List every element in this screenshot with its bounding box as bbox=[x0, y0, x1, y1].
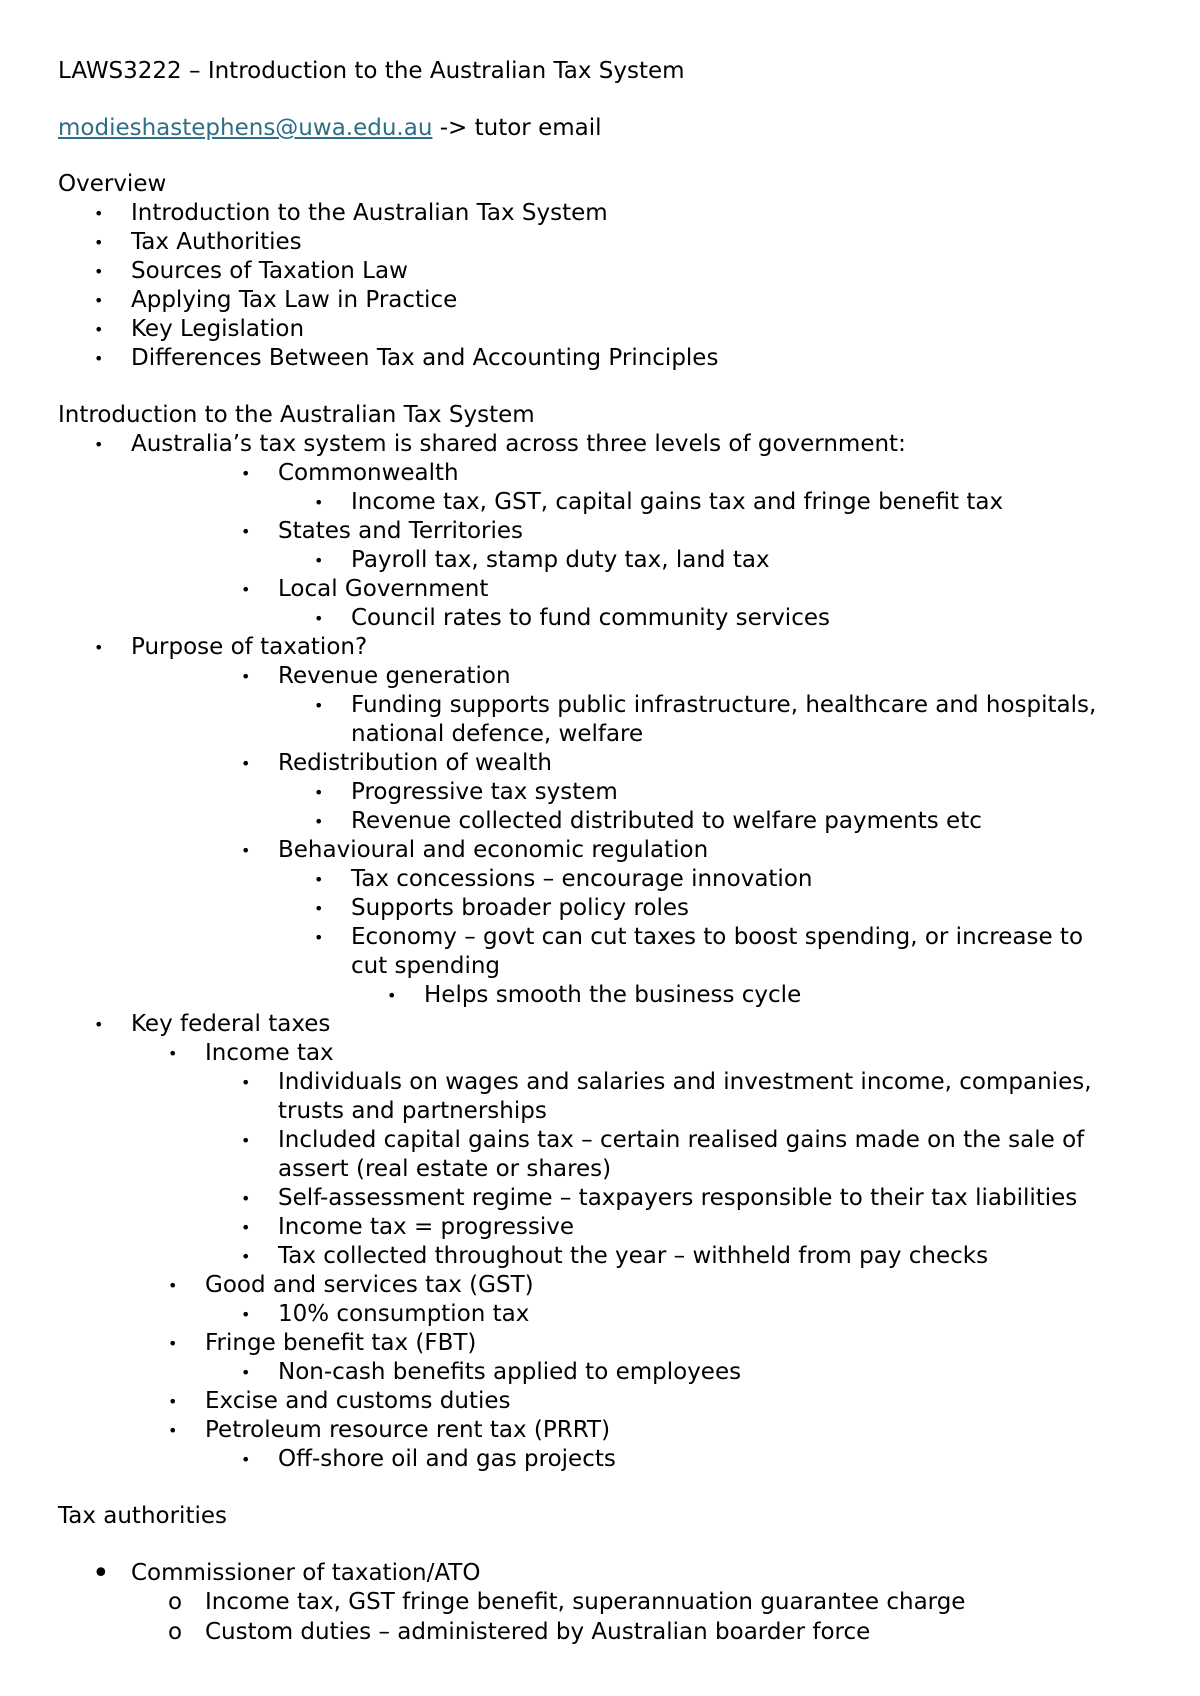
bullet-icon: • bbox=[314, 899, 324, 918]
redistribution-item: Revenue collected distributed to welfare payments etc bbox=[351, 808, 982, 834]
fbt-detail: Non-cash benefits applied to employees bbox=[278, 1359, 742, 1385]
overview-item: Key Legislation bbox=[131, 316, 305, 342]
level-detail: Council rates to fund community services bbox=[351, 605, 830, 631]
bullet-icon: • bbox=[314, 928, 324, 947]
bullet-icon: • bbox=[168, 1276, 178, 1295]
bullet-icon: • bbox=[241, 1450, 251, 1469]
economy-sub: Helps smooth the business cycle bbox=[424, 982, 802, 1008]
prrt-detail: Off-shore oil and gas projects bbox=[278, 1446, 616, 1472]
bullet-icon: • bbox=[94, 204, 104, 223]
document-title: LAWS3222 – Introduction to the Australian Tax System bbox=[58, 58, 685, 84]
bullet-icon: • bbox=[94, 349, 104, 368]
bullet-icon: • bbox=[241, 1363, 251, 1382]
behavioural-item: Supports broader policy roles bbox=[351, 895, 690, 921]
authority-sub-item: Custom duties – administered by Australian boarder force bbox=[205, 1619, 871, 1645]
bullet-icon: • bbox=[241, 841, 251, 860]
tutor-email-link[interactable]: modieshastephens@uwa.edu.au bbox=[58, 115, 433, 141]
purpose-label: Purpose of taxation? bbox=[131, 634, 368, 660]
tutor-email-note: -> tutor email bbox=[432, 115, 602, 141]
bullet-icon: • bbox=[94, 638, 104, 657]
bullet-icon: • bbox=[94, 291, 104, 310]
filled-bullet-icon: • bbox=[92, 1556, 110, 1591]
economy-line2: cut spending bbox=[351, 953, 501, 979]
bullet-icon: • bbox=[241, 1073, 251, 1092]
overview-item: Sources of Taxation Law bbox=[131, 258, 408, 284]
level-detail: Payroll tax, stamp duty tax, land tax bbox=[351, 547, 770, 573]
level-label: Local Government bbox=[278, 576, 489, 602]
bullet-icon: • bbox=[314, 551, 324, 570]
purpose-redistribution: Redistribution of wealth bbox=[278, 750, 553, 776]
level-label: Commonwealth bbox=[278, 460, 459, 486]
income-item1-line2: trusts and partnerships bbox=[278, 1098, 547, 1124]
bullet-icon: • bbox=[241, 580, 251, 599]
level-label: States and Territories bbox=[278, 518, 524, 544]
redistribution-item: Progressive tax system bbox=[351, 779, 618, 805]
bullet-icon: • bbox=[241, 1305, 251, 1324]
bullet-icon: • bbox=[168, 1392, 178, 1411]
level-detail: Income tax, GST, capital gains tax and fringe benefit tax bbox=[351, 489, 1004, 515]
bullet-icon: • bbox=[314, 696, 324, 715]
bullet-icon: • bbox=[94, 1015, 104, 1034]
authorities-heading: Tax authorities bbox=[58, 1503, 227, 1529]
income-item2-line1: Included capital gains tax – certain realised gains made on the sale of bbox=[278, 1127, 1085, 1153]
fbt-label: Fringe benefit tax (FBT) bbox=[205, 1330, 477, 1356]
bullet-icon: • bbox=[168, 1421, 178, 1440]
hollow-bullet-icon: o bbox=[168, 1589, 183, 1615]
bullet-icon: • bbox=[314, 609, 324, 628]
bullet-icon: • bbox=[168, 1334, 178, 1353]
bullet-icon: • bbox=[241, 1131, 251, 1150]
behavioural-item: Tax concessions – encourage innovation bbox=[351, 866, 813, 892]
overview-item: Applying Tax Law in Practice bbox=[131, 287, 458, 313]
intro-heading: Introduction to the Australian Tax System bbox=[58, 402, 535, 428]
bullet-icon: • bbox=[314, 783, 324, 802]
bullet-icon: • bbox=[94, 320, 104, 339]
contact-line bbox=[58, 114, 602, 143]
bullet-icon: • bbox=[241, 522, 251, 541]
excise-label: Excise and customs duties bbox=[205, 1388, 511, 1414]
hollow-bullet-icon: o bbox=[168, 1619, 183, 1645]
bullet-icon: • bbox=[241, 667, 251, 686]
overview-item: Tax Authorities bbox=[131, 229, 302, 255]
bullet-icon: • bbox=[94, 233, 104, 252]
overview-item: Introduction to the Australian Tax System bbox=[131, 200, 608, 226]
bullet-icon: • bbox=[241, 1247, 251, 1266]
purpose-revenue: Revenue generation bbox=[278, 663, 511, 689]
bullet-icon: • bbox=[94, 262, 104, 281]
income-tax-label: Income tax bbox=[205, 1040, 334, 1066]
bullet-icon: • bbox=[241, 754, 251, 773]
authority-sub-item: Income tax, GST fringe benefit, superannuation guarantee charge bbox=[205, 1589, 966, 1615]
overview-item: Differences Between Tax and Accounting Principles bbox=[131, 345, 719, 371]
gst-detail: 10% consumption tax bbox=[278, 1301, 530, 1327]
income-item4: Income tax = progressive bbox=[278, 1214, 575, 1240]
bullet-icon: • bbox=[94, 435, 104, 454]
bullet-icon: • bbox=[168, 1044, 178, 1063]
bullet-icon: • bbox=[241, 464, 251, 483]
income-item5: Tax collected throughout the year – withheld from pay checks bbox=[278, 1243, 989, 1269]
levels-intro: Australia’s tax system is shared across three levels of government: bbox=[131, 431, 906, 457]
federal-label: Key federal taxes bbox=[131, 1011, 331, 1037]
bullet-icon: • bbox=[314, 812, 324, 831]
bullet-icon: • bbox=[387, 986, 397, 1005]
income-item2-line2: assert (real estate or shares) bbox=[278, 1156, 612, 1182]
commissioner-label: Commissioner of taxation/ATO bbox=[131, 1560, 481, 1586]
bullet-icon: • bbox=[241, 1218, 251, 1237]
prrt-label: Petroleum resource rent tax (PRRT) bbox=[205, 1417, 611, 1443]
overview-heading: Overview bbox=[58, 171, 167, 197]
bullet-icon: • bbox=[314, 493, 324, 512]
purpose-behavioural: Behavioural and economic regulation bbox=[278, 837, 709, 863]
bullet-icon: • bbox=[314, 870, 324, 889]
revenue-detail-line2: national defence, welfare bbox=[351, 721, 644, 747]
economy-line1: Economy – govt can cut taxes to boost spending, or increase to bbox=[351, 924, 1084, 950]
gst-label: Good and services tax (GST) bbox=[205, 1272, 534, 1298]
bullet-icon: • bbox=[241, 1189, 251, 1208]
income-item1-line1: Individuals on wages and salaries and investment income, companies, bbox=[278, 1069, 1092, 1095]
revenue-detail-line1: Funding supports public infrastructure, healthcare and hospitals, bbox=[351, 692, 1097, 718]
income-item3: Self-assessment regime – taxpayers responsible to their tax liabilities bbox=[278, 1185, 1078, 1211]
